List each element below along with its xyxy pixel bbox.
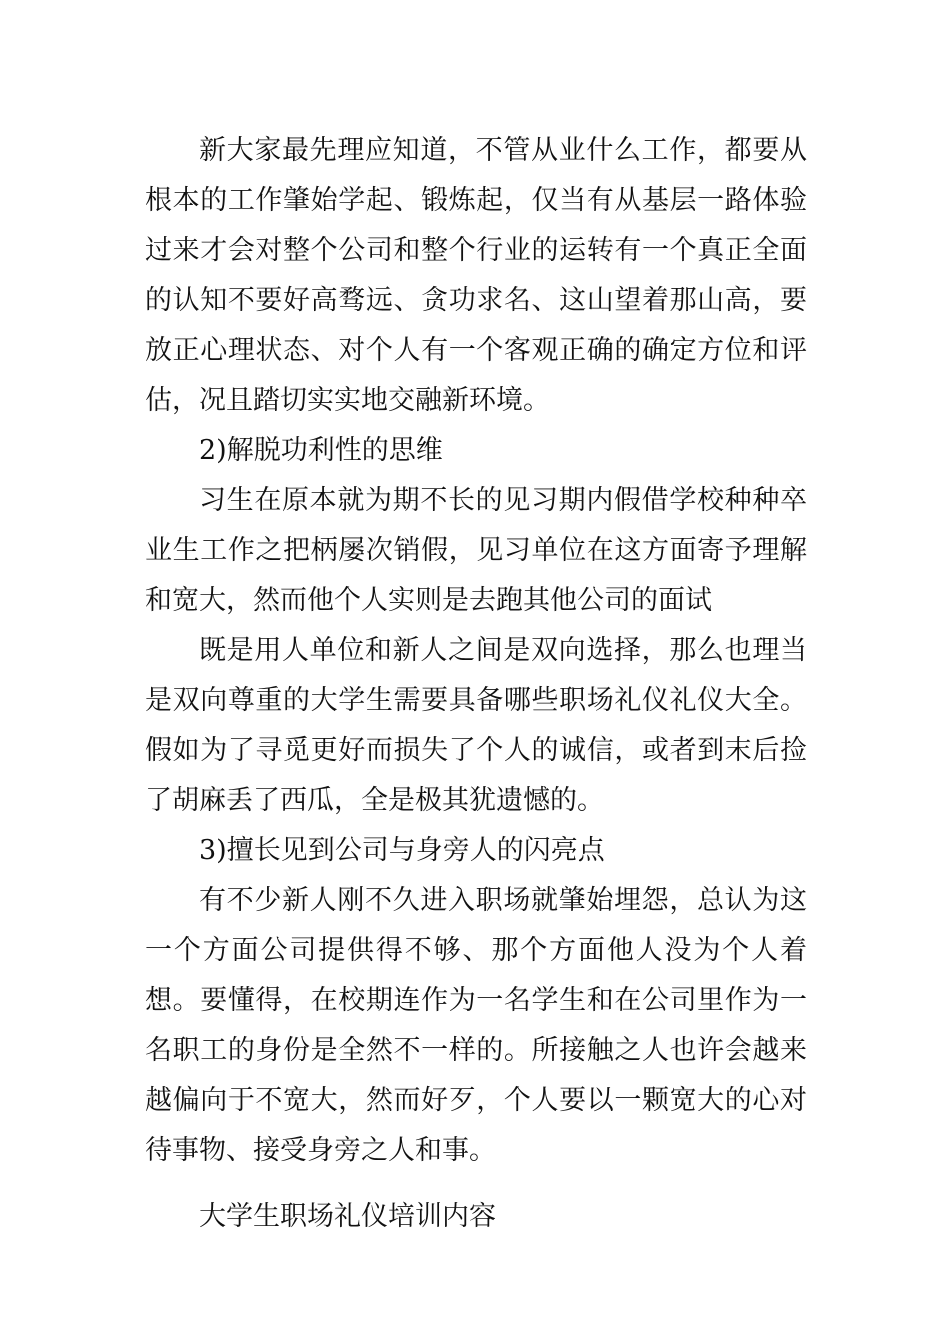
paragraph-3: 既是用人单位和新人之间是双向选择，那么也理当是双向尊重的大学生需要具备哪些职场礼仪礼仪大全。假如为了寻觅更好而损失了个人的诚信，或者到末后捡了胡麻丢了西瓜，全是极其犹遗憾的。 — [145, 635, 807, 816]
section-heading-3: 3)擅长见到公司与身旁人的闪亮点 — [199, 835, 605, 866]
document-body — [145, 126, 807, 1242]
section-heading-training: 大学生职场礼仪培训内容 — [199, 1201, 496, 1232]
paragraph-2: 习生在原本就为期不长的见习期内假借学校种种卒业生工作之把柄屡次销假，见习单位在这方面寄予理解和宽大，然而他个人实则是去跑其他公司的面试 — [145, 485, 807, 616]
paragraph-4: 有不少新人刚不久进入职场就肇始埋怨，总认为这一个方面公司提供得不够、那个方面他人没为个人着想。要懂得，在校期连作为一名学生和在公司里作为一名职工的身份是全然不一样的。所接触之人也许会越来越偏向于不宽大，然而好歹，个人要以一颗宽大的心对待事物、接受身旁之人和事。 — [145, 885, 807, 1166]
paragraph-1: 新大家最先理应知道，不管从业什么工作，都要从根本的工作肇始学起、锻炼起，仅当有从基层一路体验过来才会对整个公司和整个行业的运转有一个真正全面的认知不要好高骛远、贪功求名、这山望着那山高，要放正心理状态、对个人有一个客观正确的确定方位和评估，况且踏切实实地交融新环境。 — [145, 135, 807, 416]
section-heading-2: 2)解脱功利性的思维 — [199, 435, 443, 466]
